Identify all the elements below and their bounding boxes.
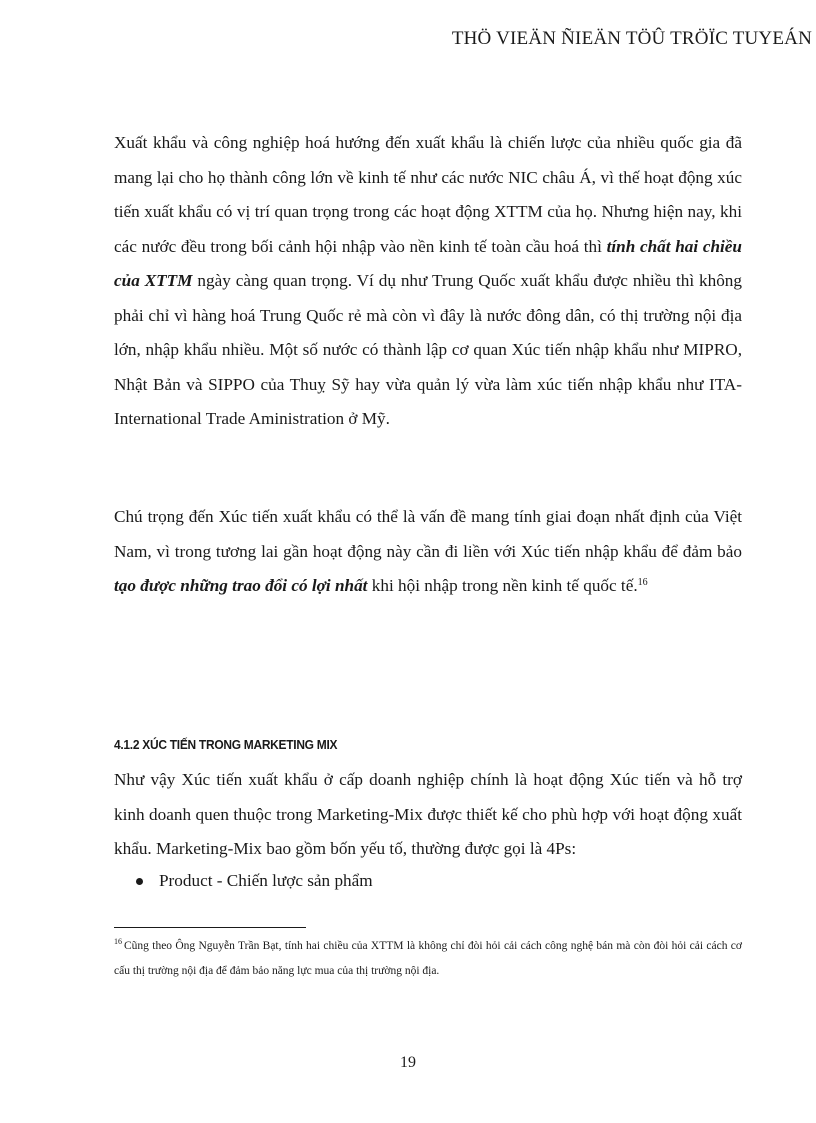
paragraph-text: khi hội nhập trong nền kinh tế quốc tế.: [367, 576, 638, 595]
paragraph-vietnam-focus: [114, 500, 742, 604]
paragraph-text: Chú trọng đến Xúc tiến xuất khẩu có thể là vấn đề mang tính giai đoạn nhất định của Việt Nam, vì trong tương lai gần hoạt động này cần đi liền với Xúc tiến nhập khẩu để đảm bảo: [114, 507, 742, 561]
paragraph-export-promotion: [114, 126, 742, 437]
page-number: 19: [400, 1054, 416, 1071]
bullet-icon: [136, 878, 143, 885]
emphasis-text: tạo được những trao đổi có lợi nhất: [114, 576, 368, 595]
page-header: THÖ VIEÄN ÑIEÄN TÖÛ TRÖÏC TUYEÁN: [451, 28, 812, 49]
emphasis-text: tính chất hai chiều của XTTM: [114, 236, 742, 290]
footnote-text: Cũng theo Ông Nguyễn Trần Bạt, tính hai chiều của XTTM là không chỉ đòi hỏi cải cách công nghệ bán mà còn đòi hỏi cải cách cơ cấu thị trường nội địa để đảm bảo năng lực mua của thị trường nội địa.: [114, 940, 742, 977]
paragraph-text: ngày càng quan trọng. Ví dụ như Trung Quốc xuất khẩu được nhiều thì không phải chỉ vì hàng hoá Trung Quốc rẻ mà còn vì đây là nước đông dân, có thị trường nội địa lớn, nhập khẩu nhiều. Một số nước có thành lập cơ quan Xúc tiến nhập khẩu như MIPRO, Nhật Bản và SIPPO của Thuỵ Sỹ hay vừa quản lý vừa làm xúc tiến nhập khẩu như ITA- International Trade Aministration ở Mỹ.: [114, 271, 742, 428]
paragraph-marketing-mix: Như vậy Xúc tiến xuất khẩu ở cấp doanh nghiệp chính là hoạt động Xúc tiến và hỗ trợ kinh doanh quen thuộc trong Marketing-Mix được thiết kế cho phù hợp với hoạt động xuất khẩu. Marketing-Mix bao gồm bốn yếu tố, thường được gọi là 4Ps:: [114, 770, 742, 858]
paragraph-text: Xuất khẩu và công nghiệp hoá hướng đến xuất khẩu là chiến lược của nhiều quốc gia đã mang lại cho họ thành công lớn về kinh tế như các nước NIC châu Á, vì thế hoạt động xúc tiến xuất khẩu có vị trí quan trọng trong các hoạt động XTTM của họ. Nhưng hiện nay, khi các nước đều trong bối cảnh hội nhập vào nền kinh tế toàn cầu hoá thì: [114, 133, 742, 256]
footnote-divider: [114, 927, 306, 928]
section-heading: 4.1.2 XÚC TIẾN TRONG MARKETING MIX: [114, 737, 338, 752]
footnote-number: 16: [114, 937, 122, 946]
list-item: [136, 864, 373, 899]
footnote: [114, 934, 742, 984]
list-item-text: Product - Chiến lược sản phẩm: [159, 871, 373, 890]
footnote-reference[interactable]: 16: [637, 577, 648, 588]
